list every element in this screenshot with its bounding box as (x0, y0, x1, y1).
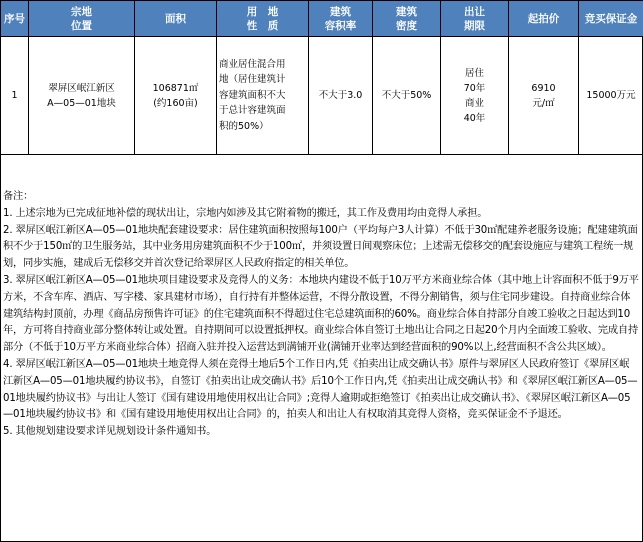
notes-title: 备注： (3, 191, 34, 202)
cell-usage-line3: 容建筑面积不大 (219, 89, 286, 101)
cell-location-line2: A—05—01地块 (47, 97, 116, 109)
cell-area-line1: 106871㎡ (152, 82, 199, 94)
header-far-line2: 容积率 (324, 19, 357, 32)
table-row (1, 37, 643, 155)
cell-area (135, 37, 217, 155)
header-no: 序号 (1, 1, 29, 37)
cell-usage-line2: 地（居住建筑计 (219, 74, 286, 86)
land-table (0, 0, 643, 155)
cell-term (441, 37, 509, 155)
note-item-4: 4. 翠屏区岷江新区A—05—01地块土地竞得人须在竞得土地后5个工作日内,凭《拍卖出让成交确认书》原件与翠屏区人民政府签订《翠屏区岷江新区A—05—01地块履约协议书》，自签订《拍卖出让成交确认书》后10个工作日内,凭《拍卖出让成交确认书》和《翠屏区岷江新区A—05—01地块履约协议书》与出让人签订《国有建设用地使用权出让合同》;竞得人逾期或拒绝签订《拍卖出让成交确认书》、《翠屏区岷江新区A—05—01地块履约协议书》和《国有建设用地使用权出让合同》的，拍卖人和出让人有权取消其竞得人资格，竞买保证金不予退还。 (3, 358, 638, 421)
cell-price-line2: 元/㎡ (532, 97, 555, 109)
cell-term-line2: 70年 (463, 82, 486, 94)
cell-no: 1 (1, 37, 29, 155)
header-term-line1: 出让 (464, 5, 485, 18)
note-item-5: 5. 其他规划建设要求详见规划设计条件通知书。 (3, 426, 217, 438)
header-term (441, 1, 509, 37)
header-deposit: 竞买保证金 (579, 1, 643, 37)
header-location-line1: 宗地 (71, 5, 92, 18)
header-usage (217, 1, 309, 37)
note-item-3: 3. 翠屏区岷江新区A—05—01地块项目建设要求及竞得人的义务：本地块内建设不低于10万平方米商业综合体（其中地上计容面积不低于9万平方米，不含车库、酒店、写字楼、家具建材市场），自行持有并整体运营，不得分散设置，不得分割销售，须与住宅同步建设。自持商业综合体建筑结构封顶前，办理《商品房预售许可证》的住宅建筑面积不得超过住宅总建筑面积的60%。商业综合体自持部分自竣工验收之日起达到10年，方可将自持商业部分整体转让或处置。自持期间可以设置抵押权。商业综合体自签订土地出让合同之日起20个月内全面竣工验收、完成自持部分（不低于10万平方米商业综合体）招商入驻并投入运营达到满铺开业(满铺开业率达到经营面积的90%以上,经营面积不含公共区域）。 (3, 274, 639, 354)
note-item-2: 2. 翠屏区岷江新区A—05—01地块配套建设要求：居住建筑面积按照每100户（平均每户3人计算）不低于30㎡配建养老服务设施；配建建筑面积不少于150㎡的卫生服务站，其中业务用房建筑面积不少于100㎡，并须设置日间观察床位；上述需无偿移交的配套设施应与建筑工程统一规划，同步实施，建成后无偿移交并首次登记给翠屏区人民政府指定的相关单位。 (3, 224, 638, 270)
cell-location (29, 37, 135, 155)
cell-density: 不大于50% (373, 37, 441, 155)
header-density (373, 1, 441, 37)
cell-price-line1: 6910 (531, 82, 556, 94)
cell-deposit: 15000万元 (579, 37, 643, 155)
header-location-line2: 位置 (71, 19, 92, 32)
cell-usage-line1: 商业居住混合用 (219, 58, 286, 70)
cell-usage-line4: 于总计容建筑面 (219, 105, 286, 117)
cell-area-line2: (约160亩) (153, 97, 198, 109)
notes-section (3, 189, 639, 441)
note-item-1: 1. 上述宗地为已完成征地补偿的现状出让，宗地内如涉及其它附着物的搬迁，其工作及费用均由竞得人承担。 (3, 207, 488, 219)
cell-usage (217, 37, 309, 155)
table-header-row (1, 1, 643, 37)
header-area: 面积 (135, 1, 217, 37)
cell-term-line3: 商业 (464, 97, 484, 109)
header-far-line1: 建筑 (330, 5, 351, 18)
header-usage-line1: 用 地 (246, 5, 279, 18)
cell-term-line1: 居住 (464, 67, 484, 79)
cell-term-line4: 40年 (463, 112, 486, 124)
header-far (309, 1, 373, 37)
header-price: 起拍价 (509, 1, 579, 37)
header-usage-line2: 性 质 (246, 19, 279, 32)
cell-location-line1: 翠屏区岷江新区 (48, 82, 115, 94)
header-density-line2: 密度 (396, 19, 417, 32)
cell-price (509, 37, 579, 155)
cell-far: 不大于3.0 (309, 37, 373, 155)
header-density-line1: 建筑 (396, 5, 417, 18)
cell-usage-line5: 积的50%） (219, 120, 269, 132)
header-location (29, 1, 135, 37)
header-term-line2: 期限 (464, 19, 485, 32)
